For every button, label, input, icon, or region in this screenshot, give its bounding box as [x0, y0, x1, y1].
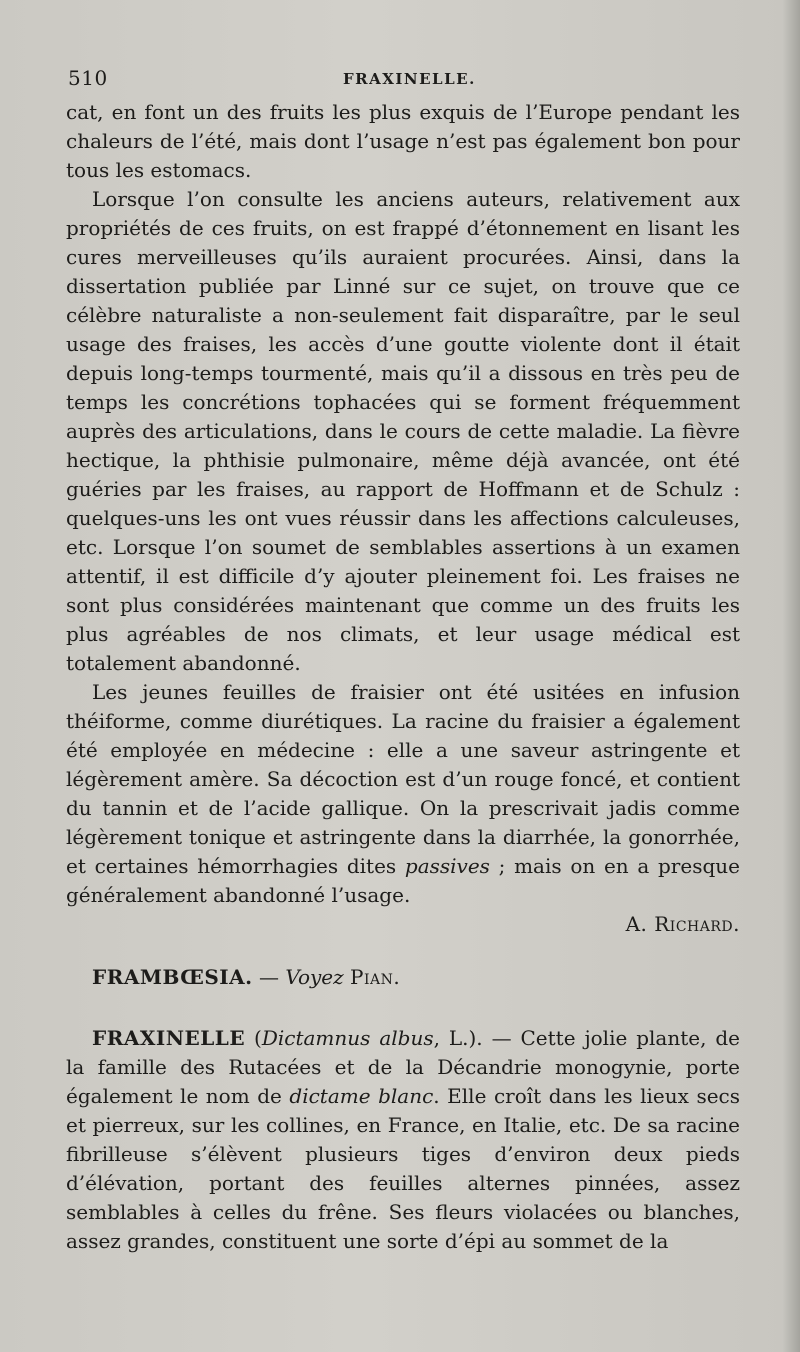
entry-headword: FRAXINELLE — [92, 1026, 246, 1050]
entry-latin-name: Dictamnus albus — [261, 1026, 434, 1050]
crossref-headword: FRAMBŒSIA. — [92, 965, 253, 989]
section-gap — [66, 992, 740, 1024]
body-text — [66, 98, 740, 1256]
page-header — [68, 66, 745, 94]
paragraph-continuation: cat, en font un des fruits les plus exquis de l’Europe pendant les chaleurs de l’été, mais dont l’usage n’est pas également bon pour tous les estomacs. — [66, 100, 740, 182]
author-signature: A. Richard. — [625, 912, 740, 936]
entry-latin-author: , L. — [433, 1026, 469, 1050]
cross-reference-entry — [66, 963, 740, 992]
running-title: FRAXINELLE. — [343, 70, 476, 88]
page-number: 510 — [68, 66, 108, 90]
paragraph-text: Les jeunes feuilles de fraisier ont été usitées en infusion théiforme, comme diurétiques. La racine du fraisier a également été employée en médecine : elle a une saveur astringente et légèrement amère. Sa décoction est d’un rouge foncé, et contient du tannin et de l’acide gallique. On la prescrivait jadis comme légèrement tonique et astringente dans la diarrhée, la gonorrhée, et certaines hémorrhagies dites — [66, 680, 740, 878]
entry-text-continued: . Elle croît dans les lieux secs et pierreux, sur les collines, en France, en Italie, etc. De sa racine fibrilleuse s’élèvent plusieurs tiges d’environ deux pieds d’élévation, portant des feuilles alternes pinnées, assez semblables à celles du frêne. Ses fleurs violacées ou blanches, assez grandes, constituent une sorte d’épi au sommet de la — [66, 1084, 741, 1253]
paragraph-historical-cures: Lorsque l’on consulte les anciens auteurs, relativement aux propriétés de ces fruits, on est frappé d’étonnement en lisant les cures merveilleuses qu’ils auraient procurées. Ainsi, dans la dissertation publiée par Linné sur ce sujet, on trouve que ce célèbre naturaliste a non-seulement fait disparaître, par le seul usage des fraises, les accès d’une goutte violente dont il était depuis long-temps tourmenté, mais qu’il a dissous en très peu de temps les concrétions tophacées qui se forment fréquemment auprès des articulations, dans le cours de cette maladie. La fièvre hectique, la phthisie pulmonaire, même déjà avancée, ont été guéries par les fraises, au rapport de Hoffmann et de Schulz : quelques-uns les ont vues réussir dans les affections calculeuses, etc. Lorsque l’on soumet de semblables assertions à un examen attentif, il est difficile d’y ajouter pleinement foi. Les fraises ne sont plus considérées maintenant que comme un des fruits les plus agréables de nos climats, et leur usage médical est totalement abandonné. — [66, 187, 740, 675]
paragraph-leaves-and-root — [66, 678, 740, 910]
entry-text: Cette jolie plante, de la famille des Rutacées et de la Décandrie monogynie, porte également le nom de — [66, 1026, 740, 1108]
crossref-voyez: Voyez — [285, 965, 344, 989]
entry-paren-close: ). — — [468, 1026, 521, 1050]
entry-common-name: dictame blanc — [289, 1084, 434, 1108]
section-gap — [66, 939, 740, 963]
crossref-target: Pian. — [350, 965, 401, 989]
entry-paren-open: ( — [245, 1026, 262, 1050]
paragraph-text-end: ; mais on en a presque généralement abandonné l’usage. — [66, 854, 740, 907]
fraxinelle-entry — [66, 1024, 740, 1256]
italic-term: passives — [404, 854, 490, 878]
crossref-dash: — — [252, 965, 286, 989]
